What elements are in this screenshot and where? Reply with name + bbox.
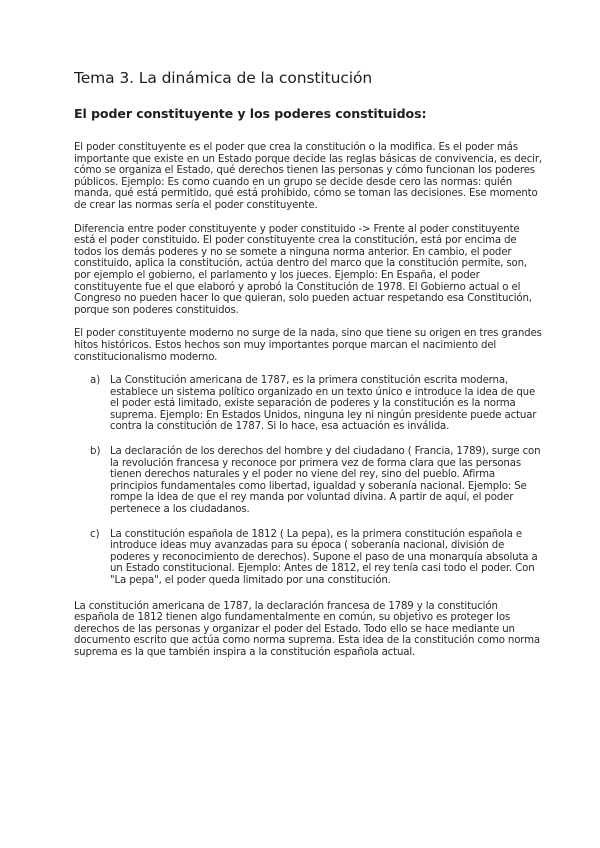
list-marker: c)	[90, 528, 100, 540]
paragraph-hitos-historicos: El poder constituyente moderno no surge de la nada, sino que tiene su origen en tres grandes hitos históricos. Estos hechos son muy importantes porque marcan el nacimiento del constitucionalismo moderno.	[74, 328, 542, 363]
section-subtitle: El poder constituyente y los poderes constituidos:	[74, 106, 427, 121]
list-item-text: La Constitución americana de 1787, es la primera constitución escrita moderna, establece un sistema político organizado en un texto único e introduce la idea de que el poder está limitado, existe separación de poderes y la constitución es la norma suprema. Ejemplo: En Estados Unidos, ninguna ley ni ningún presidente puede actuar contra la constitución de 1787. Si lo hace, esa actuación es inválida.	[110, 375, 537, 433]
list-item-text: La constitución española de 1812 ( La pepa), es la primera constitución española e introduce ideas muy avanzadas para su época ( soberanía nacional, división de poderes y reconocimiento de derechos). Supone el paso de una monarquía absoluta a un Estado constitucional. Ejemplo: Antes de 1812, el rey tenía casi todo el poder. Con "La pepa", el poder queda limitado por una constitución.	[110, 528, 538, 586]
paragraph-poder-constituyente: El poder constituyente es el poder que crea la constitución o la modifica. Es el poder más importante que existe en un Estado porque decide las reglas básicas de convivencia, es decir, cómo se organiza el Estado, qué derechos tienen las personas y cómo funcionan los poderes públicos. Ejemplo: Es como cuando en un grupo se decide desde cero las normas: quién manda, qué está permitido, qué está prohibido, cómo se toman las decisiones. Ese momento de crear las normas sería el poder constituyente.	[74, 142, 542, 211]
list-marker: b)	[90, 446, 101, 458]
historical-milestones-list	[74, 375, 542, 587]
closing-paragraph: La constitución americana de 1787, la declaración francesa de 1789 y la constitución española de 1812 tienen algo fundamentalmente en común, su objetivo es proteger los derechos de las personas y organizar el poder del Estado. Todo ello se hace mediante un documento escrito que actúa como norma suprema. Esta idea de la constitución como norma suprema es la que también inspira a la constitución española actual.	[74, 600, 541, 658]
paragraph-diferencia: Diferencia entre poder constituyente y poder constituido -> Frente al poder constituyente está el poder constituido. El poder constituyente crea la constitución, está por encima de todos los demás poderes y no se somete a ninguna norma anterior. En cambio, el poder constituido, aplica la constitución, actúa dentro del marco que la constitución permite, son, por ejemplo el gobierno, el parlamento y los jueces. Ejemplo: En España, el poder constituyente fue el que elaboró y aprobó la Constitución de 1978. El Gobierno actual o el Congreso no pueden hacer lo que quieran, solo pueden actuar respetando esa Constitución, porque son poderes constituidos.	[74, 223, 532, 316]
list-item	[74, 529, 542, 587]
list-item	[74, 375, 542, 433]
document-title: Tema 3. La dinámica de la constitución	[74, 69, 373, 87]
list-item-text: La declaración de los derechos del hombre y del ciudadano ( Francia, 1789), surge con la revolución francesa y reconoce por primera vez de forma clara que las personas tienen derechos naturales y el poder no viene del rey, sino del pueblo. Afirma principios fundamentales como libertad, igualdad y soberanía nacional. Ejemplo: Se rompe la idea de que el rey manda por voluntad divina. A partir de aquí, el poder pertenece a los ciudadanos.	[110, 446, 541, 516]
list-item	[74, 446, 542, 516]
list-marker: a)	[90, 375, 101, 387]
